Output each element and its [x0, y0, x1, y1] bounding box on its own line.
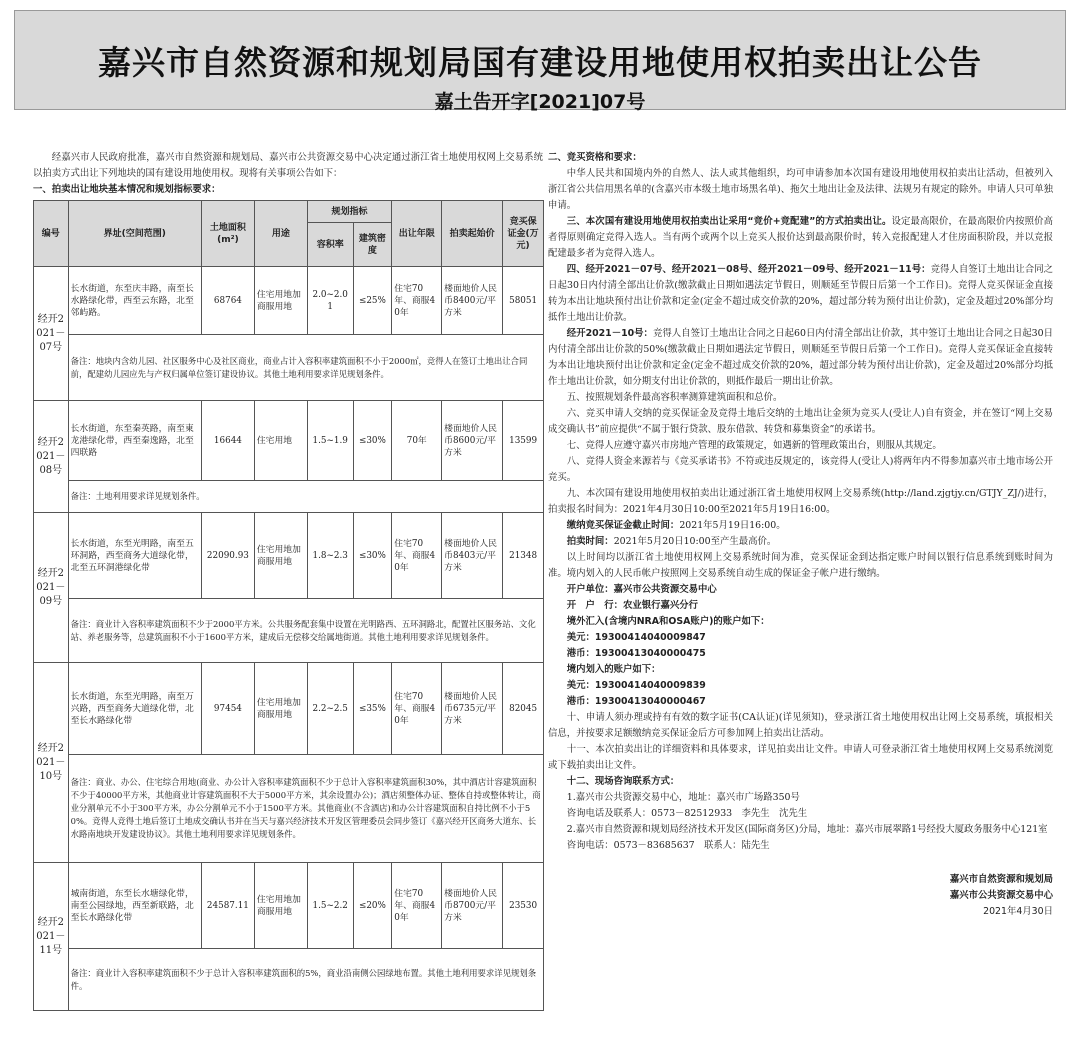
contact-1: 1.嘉兴市公共资源交易中心，地址：嘉兴市广场路350号 — [566, 792, 800, 803]
onshore-usd-account: 美元：19300414040009839 — [566, 680, 706, 691]
left-column — [33, 150, 543, 1011]
section2-text: 中华人民共和国境内外的自然人、法人或其他组织，均可申请参加本次国有建设用地使用权拍卖出让活动，但被列入浙江省公共信用黑名单的(含嘉兴市本级土地市场黑名单)、拖欠土地出让金及法律、法规另有规定的除外。申请人只可单独申请。 — [548, 168, 1053, 211]
offshore-hkd-account: 港币：19300413040000475 — [566, 648, 706, 659]
section3-text: 设定最高限价，在最高限价内按照价高者得原则确定竞得入选人。当有两个或两个以上竞买人报价达到最高限价时，转入竞报配建人才住房面积阶段，并以竞报配建最多者为竞得入选人。 — [548, 216, 1053, 259]
parcel-no: 经开2021－09号 — [34, 513, 69, 663]
parcel-use: 住宅用地加商服用地 — [254, 267, 307, 335]
section4-text: 竞得人自签订土地出让合同之日起30日内付清全部出让价款(缴款截止日期如遇法定节假日，则顺延至节假日后第一个工作日)。竞得人竞买保证金直接转为本出让地块预付出让价款和定金(定金不超过成交价款的20%，超过部分转为预付出让价款)，定金及超过20%部分均抵作土地出让价款。 — [548, 264, 1053, 323]
parcel-area: 97454 — [201, 663, 254, 755]
notice-date: 2021年4月30日 — [983, 906, 1053, 917]
header-use: 用途 — [254, 201, 307, 267]
parcel-no: 经开2021－10号 — [34, 663, 69, 863]
header-start-price: 拍卖起始价 — [442, 201, 503, 267]
parcel-start-price: 楼面地价人民币8600元/平方米 — [442, 401, 503, 481]
parcel-density: ≤30% — [353, 513, 392, 599]
intro-paragraph: 经嘉兴市人民政府批准，嘉兴市自然资源和规划局、嘉兴市公共资源交易中心决定通过浙江省土地使用权网上交易系统以拍卖方式出让下列地块的国有建设用地使用权。现将有关事项公告如下： — [33, 152, 543, 179]
contact-2: 2.嘉兴市自然资源和规划局经济技术开发区(国际商务区)分局，地址：嘉兴市展翠路1号经投大厦政务服务中心121室 — [566, 824, 1048, 835]
header-term: 出让年限 — [392, 201, 442, 267]
parcel-location: 城南街道，东至长水塘绿化带，南至公园绿地，西至新联路，北至长水路绿化带 — [68, 863, 201, 949]
table-note-row — [34, 599, 544, 663]
section4b-title: 经开2021－10号： — [566, 328, 653, 339]
section7: 七、竞得人应遵守嘉兴市房地产管理的政策规定，如遇新的管理政策出台，则服从其规定。 — [566, 440, 942, 451]
parcel-far: 1.5~1.9 — [307, 401, 353, 481]
parcel-density: ≤30% — [353, 401, 392, 481]
right-column — [548, 150, 1053, 920]
parcel-location: 长水街道，东至秦英路，南至東龙港绿化带，西至秦逸路，北至四联路 — [68, 401, 201, 481]
parcel-use: 住宅用地 — [254, 401, 307, 481]
parcel-location: 长水街道，东至庆丰路，南至长水路绿化带，西至云东路，北至邻屿路。 — [68, 267, 201, 335]
parcel-density: ≤35% — [353, 663, 392, 755]
table-row — [34, 401, 544, 481]
parcel-note: 备注：商业计入容积率建筑面积不少于2000平方米。公共服务配套集中设置在光明路西、五环洞路北，配置社区服务站、文化站、养老服务等，总建筑面积不小于1600平方米，建成后无偿移交给属地街道。其他土地利用要求详见规划条件。 — [68, 599, 543, 663]
parcel-start-price: 楼面地价人民币8400元/平方米 — [442, 267, 503, 335]
parcel-start-price: 楼面地价人民币6735元/平方米 — [442, 663, 503, 755]
onshore-hkd-account: 港币：19300413040000467 — [566, 696, 706, 707]
deposit-deadline-label: 缴纳竞买保证金截止时间： — [566, 520, 680, 531]
parcel-area: 22090.93 — [201, 513, 254, 599]
table-row — [34, 267, 544, 335]
parcel-term: 70年 — [392, 401, 442, 481]
parcel-deposit: 23530 — [503, 863, 544, 949]
deposit-deadline — [548, 518, 1053, 534]
signature-bureau: 嘉兴市自然资源和规划局 — [949, 874, 1053, 885]
section4b-text: 竞得人自签订土地出让合同之日起60日内付清全部出让价款，其中签订土地出让合同之日起30日内付清全部出让价款的50%(缴款截止日期如遇法定节假日，则顺延至节假日后第一个工作日)。竞得人竞买保证金直接转为本出让地块预付出让价款和定金(定金不超过成交价款的20%，超过部分转为预付出让价款)，定金及超过20%部分均抵作土地出让价款，如分期支付出让价款的，则抵作最后一期出让价款。 — [548, 328, 1054, 387]
header-location: 界址(空间范围) — [68, 201, 201, 267]
land-parcel-table — [33, 200, 544, 1011]
section3-title: 三、本次国有建设用地使用权拍卖出让采用“竞价+竞配建”的方式拍卖出让。 — [566, 216, 892, 227]
parcel-no: 经开2021－11号 — [34, 863, 69, 1011]
table-note-row — [34, 335, 544, 401]
auction-time — [548, 534, 1053, 550]
header-area: 土地面积(m²) — [201, 201, 254, 267]
parcel-term: 住宅70年、商服40年 — [392, 663, 442, 755]
onshore-account-title: 境内划入的账户如下： — [566, 664, 661, 675]
contact-2-tel: 咨询电话：0573－83685637 联系人：陆先生 — [566, 840, 770, 851]
parcel-location: 长水街道，东至光明路，南至五环洞路，西至商务大道绿化带，北至五环洞港绿化带 — [68, 513, 201, 599]
parcel-location: 长水街道，东至光明路，南至万兴路，西至商务大道绿化带，北至长水路绿化带 — [68, 663, 201, 755]
table-row — [34, 863, 544, 949]
parcel-deposit: 21348 — [503, 513, 544, 599]
header-deposit: 竞买保证金(万元) — [503, 201, 544, 267]
section10: 十、申请人须办理或持有有效的数字证书(CA认证)(详见须知)，登录浙江省土地使用权出让网上交易系统，填报相关信息，并按要求足额缴纳竞买保证金后方可参加网上拍卖出让活动。 — [548, 712, 1053, 739]
parcel-deposit: 58051 — [503, 267, 544, 335]
parcel-area: 16644 — [201, 401, 254, 481]
parcel-far: 2.2~2.5 — [307, 663, 353, 755]
parcel-far: 1.5~2.2 — [307, 863, 353, 949]
bank-name: 开 户 行：农业银行嘉兴分行 — [566, 600, 699, 611]
table-note-row — [34, 755, 544, 863]
parcel-term: 住宅70年、商服40年 — [392, 513, 442, 599]
section4-title: 四、经开2021－07号、经开2021－08号、经开2021－09号、经开2021－11号： — [566, 264, 931, 275]
notice-doc-number: 嘉土告开字[2021]07号 — [434, 91, 646, 113]
section5: 五、按照规划条件最高容积率测算建筑面积和总价。 — [566, 392, 783, 403]
parcel-start-price: 楼面地价人民币8700元/平方米 — [442, 863, 503, 949]
parcel-no: 经开2021－07号 — [34, 267, 69, 401]
table-row — [34, 513, 544, 599]
section2-title: 二、竞买资格和要求： — [548, 152, 642, 163]
section3 — [548, 214, 1053, 262]
parcel-note: 备注：地块内含幼儿园、社区服务中心及社区商业，商业占计入容积率建筑面积不小于2000㎡，竞得人在签订土地出让合同前，配建幼儿园应先与产权归属单位签订建设协议。其他土地利用要求详见规划条件。 — [68, 335, 543, 401]
table-row — [34, 663, 544, 755]
section12-title: 十二、现场咨询联系方式： — [566, 776, 680, 787]
auction-time-value: 2021年5月20日10:00至产生最高价。 — [613, 536, 777, 547]
table-note-row — [34, 949, 544, 1011]
parcel-deposit: 82045 — [503, 663, 544, 755]
parcel-density: ≤25% — [353, 267, 392, 335]
header-plan: 规划指标 — [307, 201, 391, 223]
parcel-use: 住宅用地加商服用地 — [254, 513, 307, 599]
parcel-note: 备注：商业计入容积率建筑面积不少于总计入容积率建筑面积的5%，商业沿南侧公园绿地布置。其他土地利用要求详见规划条件。 — [68, 949, 543, 1011]
header-no: 编号 — [34, 201, 69, 267]
deposit-deadline-value: 2021年5月19日16:00。 — [679, 520, 786, 531]
section11: 十一、本次拍卖出让的详细资料和具体要求，详见拍卖出让文件。申请人可登录浙江省土地使用权网上交易系统浏览或下载拍卖出让文件。 — [548, 744, 1053, 771]
parcel-far: 1.8~2.3 — [307, 513, 353, 599]
header-far: 容积率 — [307, 223, 353, 267]
table-note-row — [34, 481, 544, 513]
parcel-term: 住宅70年、商服40年 — [392, 863, 442, 949]
contact-1-tel: 咨询电话及联系人：0573－82512933 李先生 沈先生 — [566, 808, 808, 819]
signature-center: 嘉兴市公共资源交易中心 — [949, 890, 1053, 901]
offshore-account-title: 境外汇入(含境内NRA和OSA账户)的账户如下： — [566, 616, 770, 627]
parcel-density: ≤20% — [353, 863, 392, 949]
section4b — [548, 326, 1053, 390]
section9: 九、本次国有建设用地使用权拍卖出让通过浙江省土地使用权网上交易系统(http://land.zjgtjy.cn/GTJY_ZJ/)进行，拍卖报名时间为：2021年4月30日10:00至2021年5月19日16:00。 — [548, 488, 1053, 515]
offshore-usd-account: 美元：19300414040009847 — [566, 632, 706, 643]
parcel-no: 经开2021－08号 — [34, 401, 69, 513]
parcel-start-price: 楼面地价人民币8403元/平方米 — [442, 513, 503, 599]
parcel-use: 住宅用地加商服用地 — [254, 663, 307, 755]
section6: 六、竞买申请人交纳的竞买保证金及竞得土地后交纳的土地出让金须为竞买人(受让人)自有资金，并在签订“网上交易成交确认书”前应提供“不属于银行贷款、股东借款、转贷和募集资金”的承诺书。 — [548, 408, 1053, 435]
section1-title: 一、拍卖出让地块基本情况和规划指标要求： — [33, 184, 221, 195]
section4 — [548, 262, 1053, 326]
parcel-area: 24587.11 — [201, 863, 254, 949]
parcel-deposit: 13599 — [503, 401, 544, 481]
parcel-use: 住宅用地加商服用地 — [254, 863, 307, 949]
auction-time-label: 拍卖时间： — [566, 536, 614, 547]
notice-title: 嘉兴市自然资源和规划局国有建设用地使用权拍卖出让公告 — [98, 43, 982, 82]
bank-unit: 开户单位：嘉兴市公共资源交易中心 — [566, 584, 717, 595]
parcel-term: 住宅70年、商服40年 — [392, 267, 442, 335]
parcel-note: 备注：土地利用要求详见规划条件。 — [68, 481, 543, 513]
parcel-far: 2.0~2.01 — [307, 267, 353, 335]
parcel-area: 68764 — [201, 267, 254, 335]
parcel-note: 备注：商业、办公、住宅综合用地(商业、办公计入容积率建筑面积不少于总计入容积率建筑面积30%，其中酒店计容建筑面积不少于40000平方米，其他商业计容建筑面积不大于5000平方米，其余设置办公)；酒店须整体办证、整体自持或整体转让，商业分割单元不小于300平方米，办公分割单元不小于1500平方米。其他商业(不含酒店)和办公计容建筑面积自持比例不小于50%。竞得人竞得土地后签订土地成交确认书并在当天与嘉兴经济技术开发区管理委员会同步签订《嘉兴经开区商务大道东、长水路南地块开发建设协议》。其他土地利用要求详见规划条件。 — [68, 755, 543, 863]
time-note: 以上时间均以浙江省土地使用权网上交易系统时间为准，竞买保证金到达指定账户时间以银行信息系统到账时间为准。境内划入的人民币帐户按照网上交易系统自动生成的保证金子帐户进行缴纳。 — [548, 552, 1053, 579]
header-density: 建筑密度 — [353, 223, 392, 267]
notice-header — [14, 10, 1066, 113]
section8: 八、竞得人资金来源若与《竞买承诺书》不符或违反规定的，该竞得人(受让人)将两年内不得参加嘉兴市土地市场公开竞买。 — [548, 456, 1053, 483]
